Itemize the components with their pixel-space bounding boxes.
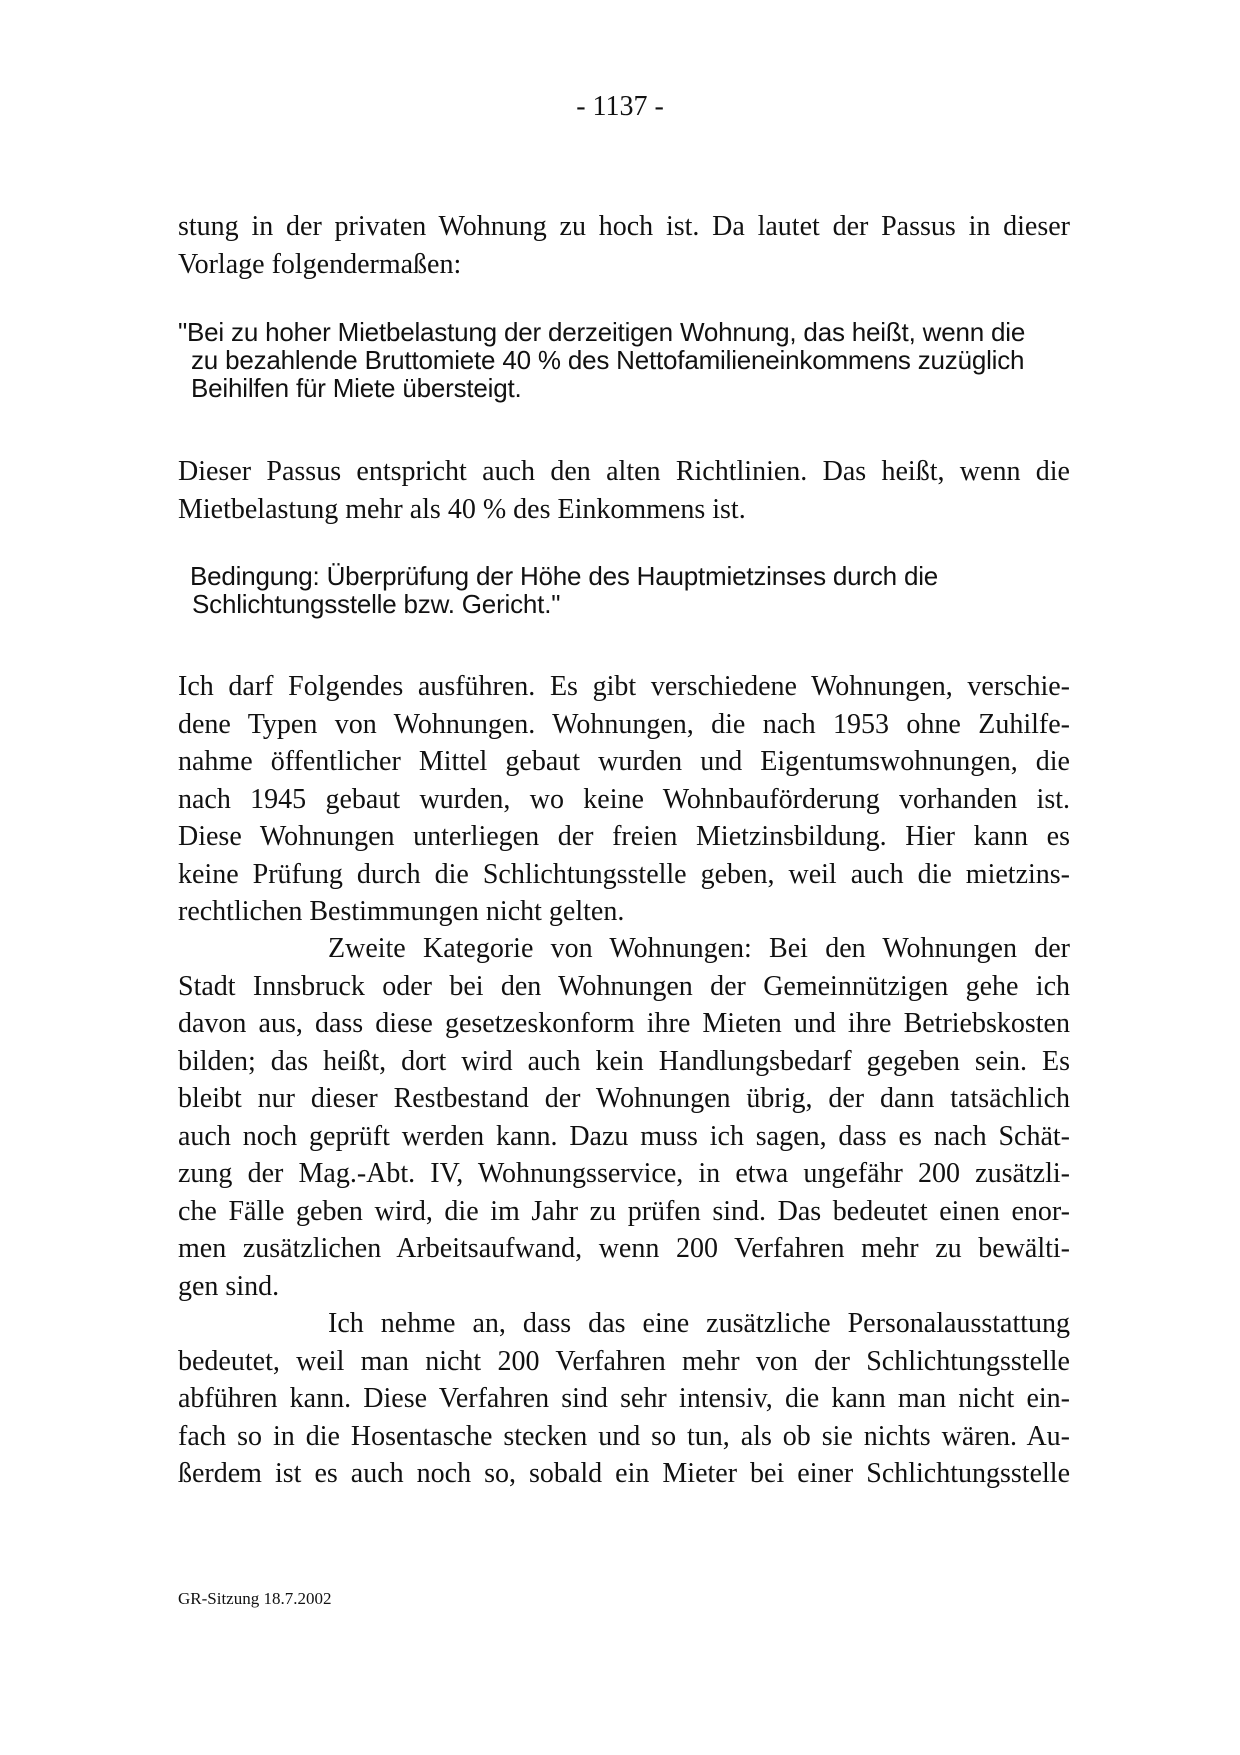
text-line: Diese Wohnungen unterliegen der freien Mietzinsbildung. Hier kann es [178, 821, 1070, 852]
quote-block-condition [190, 562, 938, 618]
text-line: rechtlichen Bestimmungen nicht gelten. [178, 896, 625, 927]
text-line: Zweite Kategorie von Wohnungen: Bei den Wohnungen der [328, 933, 1070, 964]
quote-line: zu bezahlende Bruttomiete 40 % des Nettofamilieneinkommens zuzüglich [191, 345, 1025, 375]
text-line: Mietbelastung mehr als 40 % des Einkommens ist. [178, 493, 746, 525]
text-line: Stadt Innsbruck oder bei den Wohnungen der Gemeinnützigen gehe ich [178, 970, 1070, 1002]
text-line: gen sind. [178, 1270, 280, 1302]
text-line: fach so in die Hosentasche stecken und so tun, als ob sie nichts wären. Au- [178, 1420, 1070, 1452]
text-line: ßerdem ist es auch noch so, sobald ein Mieter bei einer Schlichtungsstelle [178, 1458, 1070, 1489]
paragraph-old-guidelines [178, 453, 1070, 528]
text-line: che Fälle geben wird, die im Jahr zu prüfen sind. Das bedeutet einen enor- [178, 1195, 1070, 1227]
text-line: dene Typen von Wohnungen. Wohnungen, die nach 1953 ohne Zuhilfe- [178, 708, 1070, 740]
text-line: davon aus, dass diese gesetzeskonform ihre Mieten und ihre Betriebskosten [178, 1008, 1070, 1039]
page-number: - 1137 - [576, 91, 664, 122]
quote-line: "Bei zu hoher Mietbelastung der derzeitigen Wohnung, das heißt, wenn die [178, 317, 1026, 347]
text-line: zung der Mag.-Abt. IV, Wohnungsservice, in etwa ungefähr 200 zusätzli- [178, 1158, 1070, 1189]
quote-line: Bedingung: Überprüfung der Höhe des Hauptmietzinses durch die [190, 561, 939, 591]
paragraph-second-category [178, 930, 1070, 1305]
quote-block-rent-burden [178, 318, 1025, 402]
text-line: Ich darf Folgendes ausführen. Es gibt verschiedene Wohnungen, verschie- [178, 671, 1070, 702]
paragraph-apartment-types [178, 668, 1070, 931]
quote-line: Schlichtungsstelle bzw. Gericht." [192, 589, 561, 619]
text-line: nahme öffentlicher Mittel gebaut wurden und Eigentumswohnungen, die [178, 746, 1070, 777]
text-line: Ich nehme an, dass das eine zusätzliche Personalausstattung [328, 1308, 1070, 1339]
text-line: nach 1945 gebaut wurden, wo keine Wohnbauförderung vorhanden ist. [178, 783, 1070, 815]
footer-session-date: GR-Sitzung 18.7.2002 [178, 1589, 332, 1608]
text-line: men zusätzlichen Arbeitsaufwand, wenn 200 Verfahren mehr zu bewälti- [178, 1233, 1070, 1264]
text-line: abführen kann. Diese Verfahren sind sehr intensiv, die kann man nicht ein- [178, 1383, 1070, 1414]
text-line: Vorlage folgendermaßen: [178, 248, 462, 280]
text-line: bilden; das heißt, dort wird auch kein Handlungsbedarf gegeben sein. Es [178, 1045, 1070, 1077]
paragraph-intro [178, 208, 1070, 283]
quote-line: Beihilfen für Miete übersteigt. [191, 373, 522, 403]
text-line: bedeutet, weil man nicht 200 Verfahren mehr von der Schlichtungsstelle [178, 1345, 1070, 1377]
text-line: keine Prüfung durch die Schlichtungsstelle geben, weil auch die mietzins- [178, 858, 1070, 890]
text-line: stung in der privaten Wohnung zu hoch ist. Da lautet der Passus in dieser [178, 211, 1070, 242]
text-line: bleibt nur dieser Restbestand der Wohnungen übrig, der dann tatsächlich [178, 1083, 1070, 1114]
text-line: auch noch geprüft werden kann. Dazu muss ich sagen, dass es nach Schät- [178, 1120, 1070, 1152]
paragraph-staffing [178, 1305, 1070, 1493]
text-line: Dieser Passus entspricht auch den alten Richtlinien. Das heißt, wenn die [178, 456, 1070, 487]
